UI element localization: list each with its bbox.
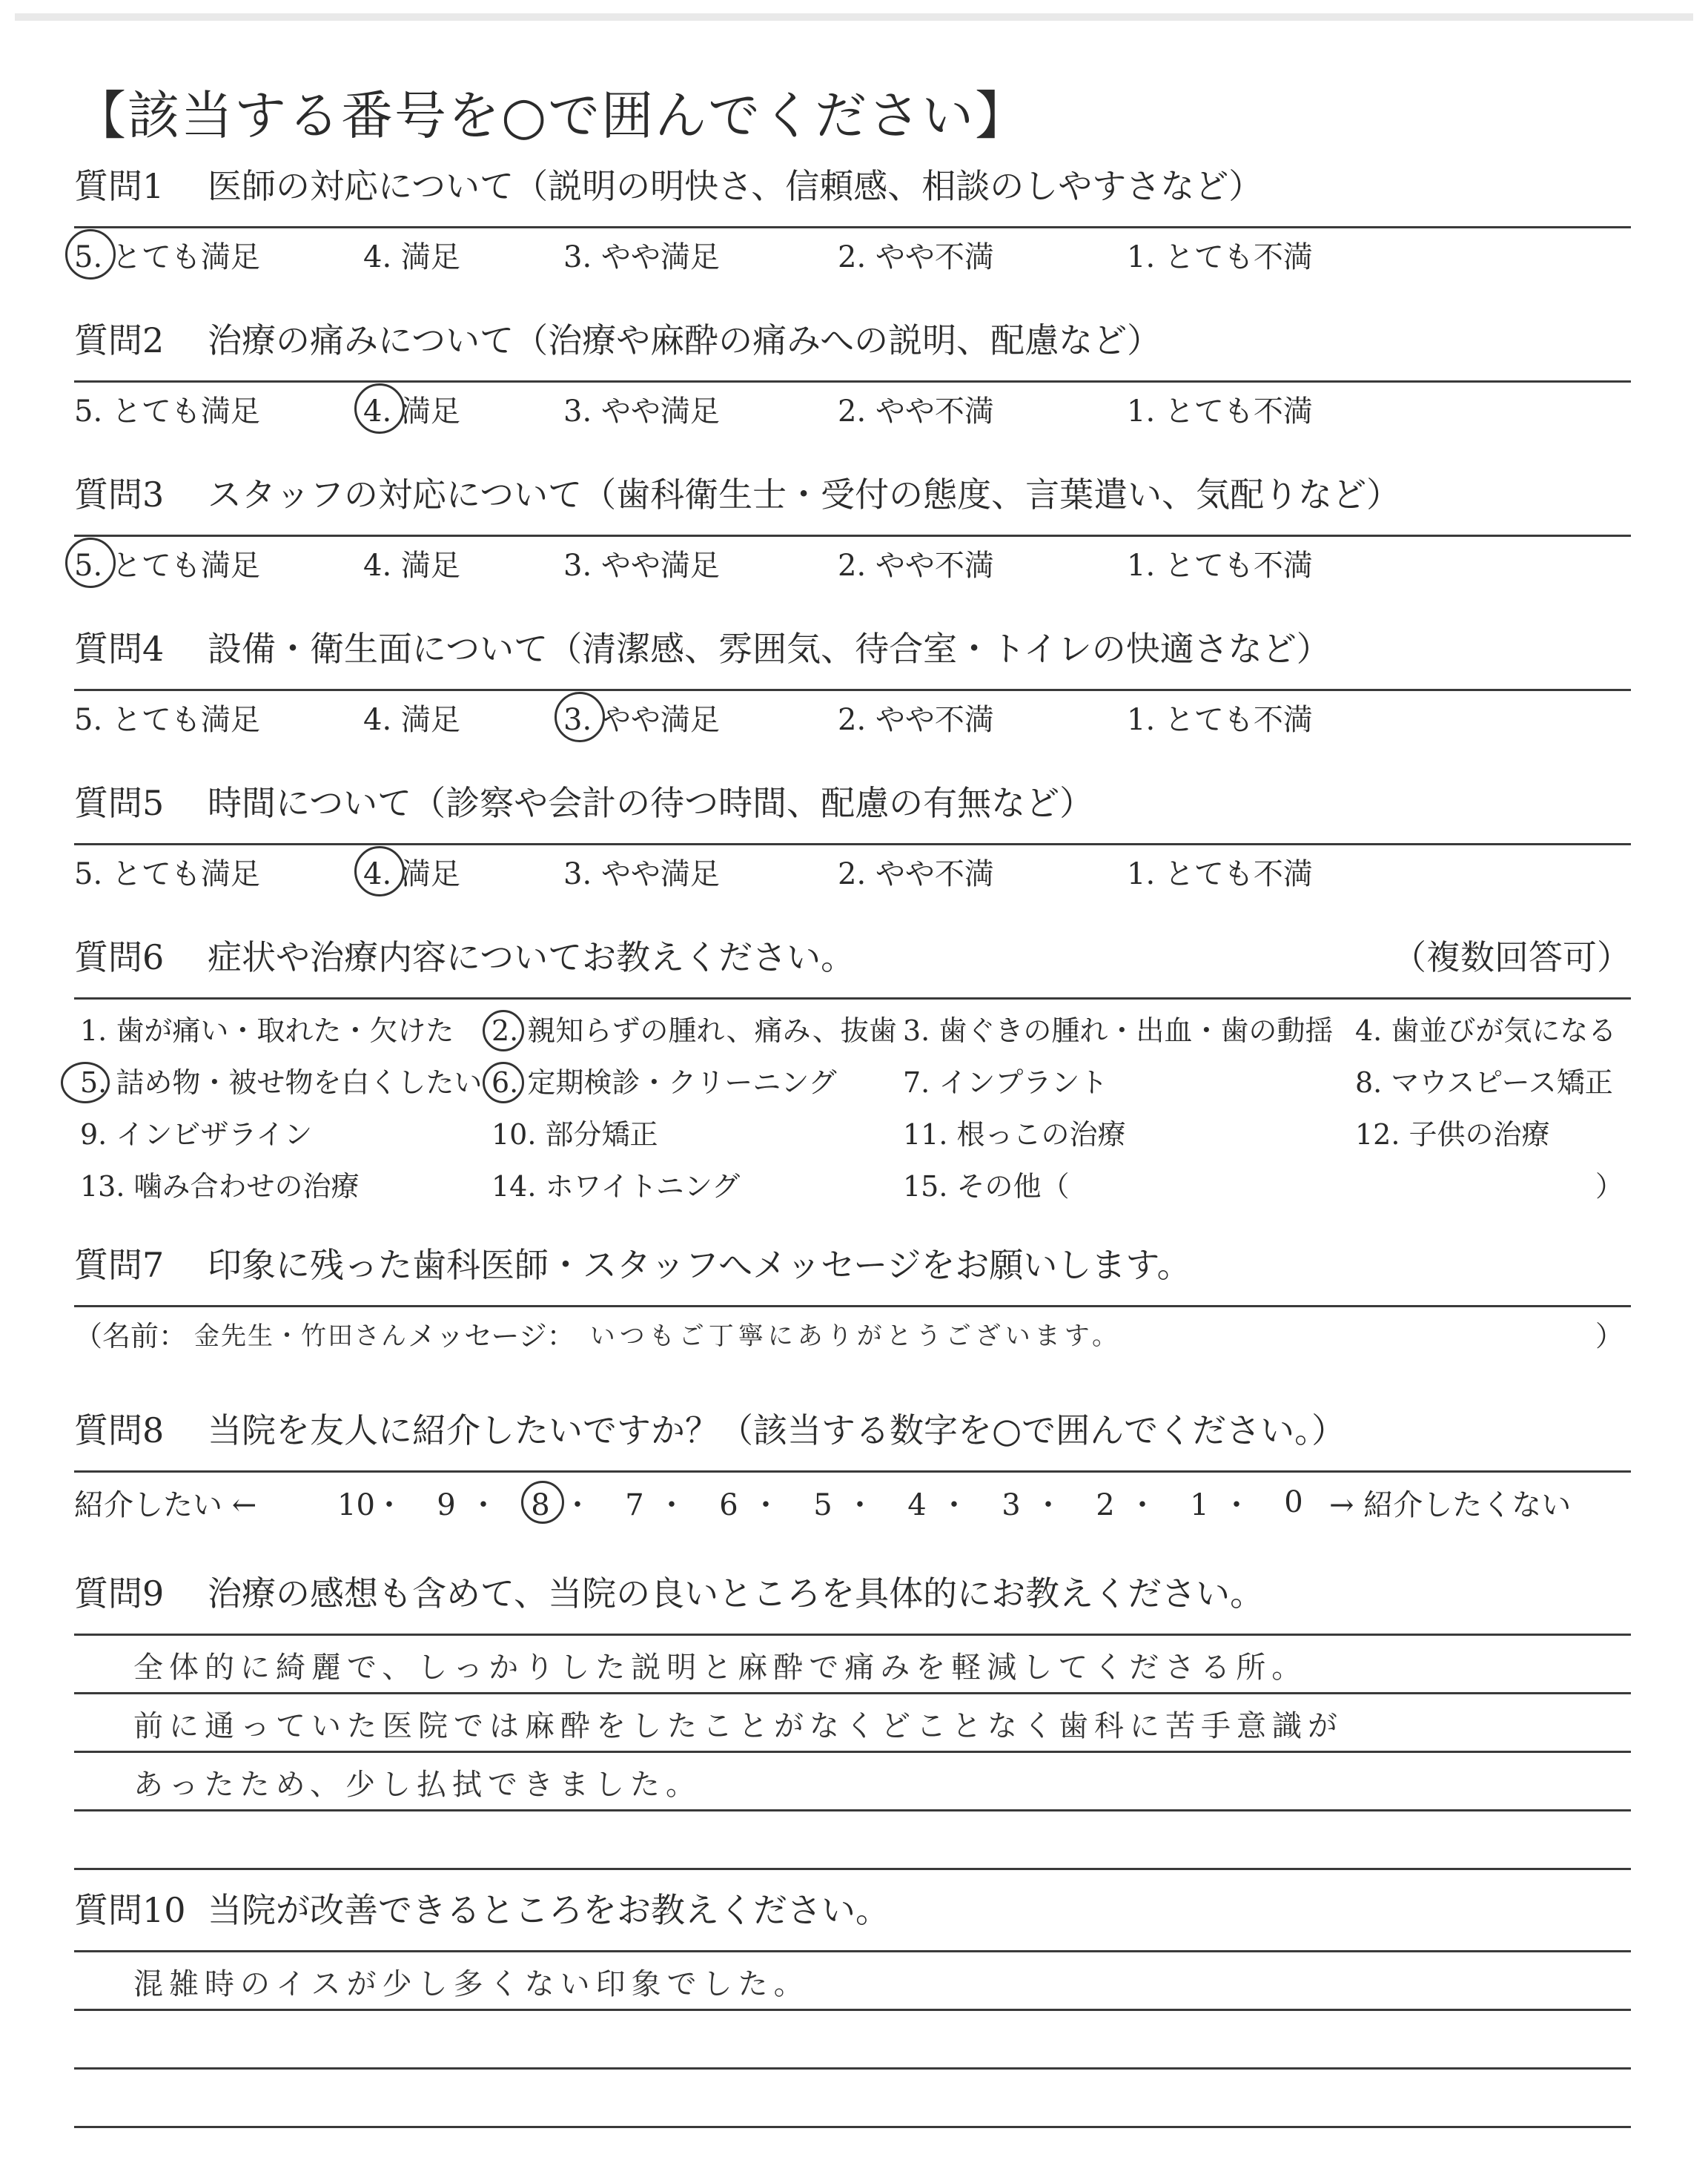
option-5[interactable]: 5. とても満足 — [74, 394, 260, 429]
question-10 — [74, 1883, 1631, 2128]
question-9-title — [74, 1567, 1631, 1636]
symptom-option-7[interactable]: 7. インプラント — [903, 1066, 1108, 1099]
handwritten-name: 金先生・竹田さん — [194, 1321, 408, 1351]
symptom-option-2[interactable]: 2. 親知らずの腫れ、痛み、抜歯 — [486, 1010, 897, 1051]
symptom-option-9[interactable]: 9. インビザライン — [80, 1118, 313, 1151]
scale-value-9[interactable]: 9 ・ — [437, 1487, 498, 1522]
multiple-answers-note: （複数回答可） — [1392, 937, 1631, 977]
scale-value-0[interactable]: 0 — [1284, 1485, 1303, 1519]
answer-lines[interactable] — [74, 1952, 1631, 2128]
symptom-option-5[interactable]: 5. 詰め物・被せ物を白くしたい — [74, 1062, 486, 1103]
question-text: 治療の感想も含めて、当院の良いところを具体的にお教えください。 — [208, 1573, 1265, 1614]
answer-line[interactable] — [74, 1753, 1631, 1811]
question-2-title — [74, 314, 1631, 383]
symptom-option-3[interactable]: 3. 歯ぐきの腫れ・出血・歯の動揺 — [903, 1014, 1334, 1047]
rating-options — [74, 845, 1631, 897]
question-5-title — [74, 776, 1631, 845]
answer-line[interactable] — [74, 1636, 1631, 1694]
option-2[interactable]: 2. やや不満 — [838, 394, 994, 429]
scale-value-10[interactable]: 10・ — [337, 1487, 404, 1522]
option-2[interactable]: 2. やや不満 — [838, 240, 994, 274]
question-6-title — [74, 931, 1631, 1000]
symptom-option-1[interactable]: 1. 歯が痛い・取れた・欠けた — [80, 1014, 454, 1047]
question-1-title — [74, 159, 1631, 228]
question-3 — [74, 468, 1631, 589]
scale-value-6[interactable]: 6 ・ — [719, 1487, 781, 1522]
handwritten-answer: 混雑時のイスが少し多くない印象でした。 — [133, 1967, 810, 2001]
question-5 — [74, 776, 1631, 897]
question-7 — [74, 1238, 1631, 1359]
question-text: 治療の痛みについて（治療や麻酔の痛みへの説明、配慮など） — [208, 320, 1162, 360]
handwritten-message: いつもご丁寧にありがとうございます。 — [589, 1321, 1122, 1351]
question-6 — [74, 931, 1631, 1207]
question-text: 当院を友人に紹介したいですか？（該当する数字を○で囲んでください。） — [208, 1410, 1346, 1450]
symptom-options — [74, 1000, 1631, 1207]
scale-value-4[interactable]: 4 ・ — [907, 1487, 969, 1522]
question-text: 医師の対応について（説明の明快さ、信頼感、相談のしやすさなど） — [208, 166, 1263, 206]
question-text: 設備・衛生面について（清潔感、雰囲気、待合室・トイレの快適さなど） — [208, 629, 1331, 669]
scan-edge — [15, 13, 1693, 21]
question-number: 質問5 — [74, 783, 165, 823]
page-title: 【該当する番号を○で囲んでください】 — [74, 85, 1029, 146]
question-number: 質問10 — [74, 1890, 186, 1930]
option-3[interactable]: 3. やや満足 — [563, 548, 720, 583]
symptom-option-6[interactable]: 6. 定期検診・クリーニング — [486, 1062, 897, 1103]
question-10-title — [74, 1883, 1631, 1952]
option-3[interactable]: 3. やや満足 — [563, 856, 720, 891]
option-3[interactable]: 3. やや満足 — [563, 394, 720, 429]
symptom-option-15[interactable]: 15. その他（ — [903, 1170, 1070, 1203]
question-text: 当院が改善できるところをお教えください。 — [208, 1890, 890, 1930]
symptom-option-4[interactable]: 4. 歯並びが気になる — [1355, 1014, 1617, 1047]
rating-options — [74, 691, 1631, 743]
question-number: 質問1 — [74, 166, 165, 206]
symptom-option-8[interactable]: 8. マウスピース矯正 — [1355, 1066, 1613, 1099]
option-2[interactable]: 2. やや不満 — [838, 856, 994, 891]
question-8-title — [74, 1404, 1631, 1473]
question-text: 症状や治療内容についてお教えください。 — [208, 937, 855, 977]
message-row[interactable] — [74, 1307, 1631, 1359]
question-3-title — [74, 468, 1631, 537]
scale-right-label: → 紹介したくない — [1329, 1487, 1572, 1522]
rating-options — [74, 228, 1631, 280]
option-3[interactable]: 3. やや満足 — [563, 696, 838, 739]
question-text: 時間について（診察や会計の待つ時間、配慮の有無など） — [208, 783, 1094, 823]
symptom-option-12[interactable]: 12. 子供の治療 — [1355, 1118, 1550, 1151]
recommend-scale — [74, 1473, 1631, 1532]
rating-options — [74, 537, 1631, 589]
scale-value-7[interactable]: 7 ・ — [625, 1487, 686, 1522]
symptom-option-13[interactable]: 13. 噛み合わせの治療 — [80, 1170, 360, 1203]
question-4-title — [74, 622, 1631, 691]
close-paren: ） — [1595, 1319, 1623, 1353]
question-number: 質問7 — [74, 1245, 165, 1285]
option-5[interactable]: 5. とても満足 — [74, 856, 260, 891]
question-text: 印象に残った歯科医師・スタッフへメッセージをお願いします。 — [208, 1245, 1191, 1285]
question-2 — [74, 314, 1631, 435]
scale-value-2[interactable]: 2 ・ — [1096, 1487, 1157, 1522]
option-4[interactable]: 4. 満足 — [363, 388, 563, 430]
scale-value-3[interactable]: 3 ・ — [1002, 1487, 1063, 1522]
option-1[interactable]: 1. とても不満 — [1127, 394, 1313, 429]
option-3[interactable]: 3. やや満足 — [563, 240, 720, 274]
rating-options — [74, 383, 1631, 435]
question-text: スタッフの対応について（歯科衛生士・受付の態度、言葉遣い、気配りなど） — [208, 475, 1401, 515]
symptom-option-14[interactable]: 14. ホワイトニング — [491, 1170, 741, 1203]
option-1[interactable]: 1. とても不満 — [1127, 856, 1313, 891]
option-2[interactable]: 2. やや不満 — [838, 548, 994, 583]
handwritten-answer: あったため、少し払拭できました。 — [133, 1768, 701, 1802]
other-close-paren: ） — [1595, 1170, 1623, 1203]
option-5[interactable]: 5. とても満足 — [74, 234, 363, 276]
question-number: 質問8 — [74, 1410, 165, 1450]
option-4[interactable]: 4. 満足 — [363, 702, 460, 737]
symptom-option-11[interactable]: 11. 根っこの治療 — [903, 1118, 1126, 1151]
question-number: 質問4 — [74, 629, 165, 669]
option-5[interactable]: 5. とても満足 — [74, 702, 260, 737]
handwritten-answer: 全体的に綺麗で、しっかりした説明と麻酔で痛みを軽減してくださる所。 — [133, 1651, 1308, 1685]
scale-left-label: 紹介したい ← — [74, 1487, 257, 1522]
scale-value-1[interactable]: 1 ・ — [1190, 1487, 1251, 1522]
question-number: 質問3 — [74, 475, 165, 515]
question-number: 質問2 — [74, 320, 165, 360]
symptom-option-10[interactable]: 10. 部分矯正 — [491, 1118, 658, 1151]
answer-line[interactable] — [74, 1811, 1631, 1870]
question-9 — [74, 1567, 1631, 1870]
handwritten-answer: 前に通っていた医院では麻酔をしたことがなくどことなく歯科に苦手意識が — [133, 1709, 1343, 1743]
answer-lines[interactable] — [74, 1636, 1631, 1870]
answer-line[interactable] — [74, 2070, 1631, 2128]
answer-line[interactable] — [74, 1694, 1631, 1753]
scale-value-5[interactable]: 5 ・ — [813, 1487, 875, 1522]
scale-value-8[interactable]: 8 ・ — [526, 1482, 620, 1524]
answer-line[interactable] — [74, 2011, 1631, 2070]
option-4[interactable]: 4. 満足 — [363, 548, 460, 583]
question-number: 質問6 — [74, 937, 165, 977]
option-1[interactable]: 1. とても不満 — [1127, 240, 1313, 274]
option-4[interactable]: 4. 満足 — [363, 851, 563, 893]
question-number: 質問9 — [74, 1573, 165, 1614]
question-1 — [74, 159, 1631, 280]
option-1[interactable]: 1. とても不満 — [1127, 548, 1313, 583]
question-4 — [74, 622, 1631, 743]
option-5[interactable]: 5. とても満足 — [74, 542, 363, 584]
question-7-title — [74, 1238, 1631, 1307]
option-4[interactable]: 4. 満足 — [363, 240, 460, 274]
option-2[interactable]: 2. やや不満 — [838, 702, 994, 737]
question-8 — [74, 1404, 1631, 1532]
option-1[interactable]: 1. とても不満 — [1127, 702, 1313, 737]
answer-line[interactable] — [74, 1952, 1631, 2011]
name-label: （名前： — [74, 1319, 188, 1353]
message-label: メッセージ： — [408, 1319, 575, 1353]
